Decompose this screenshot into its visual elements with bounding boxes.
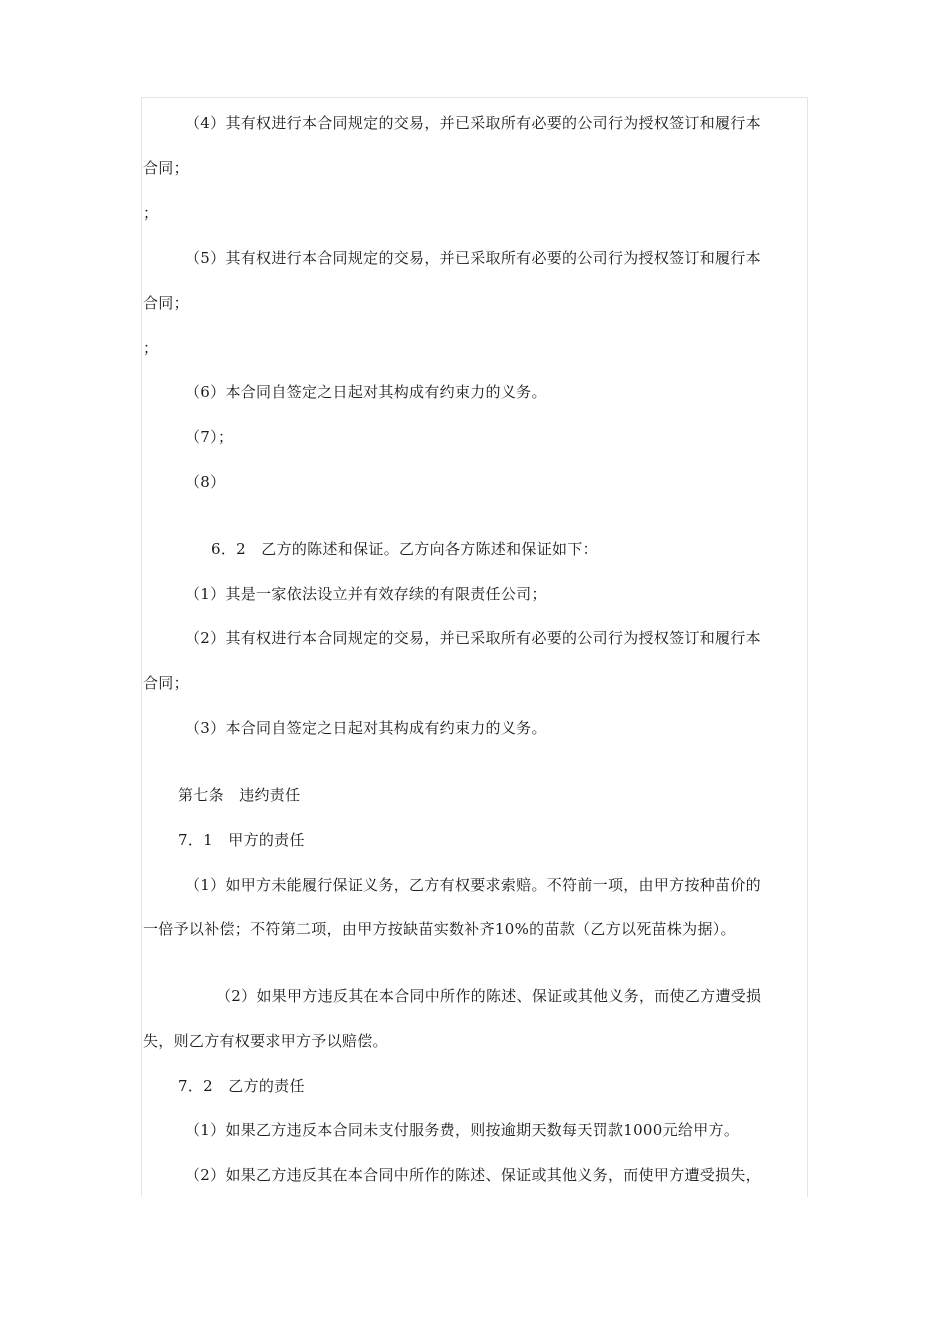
clause-6-1-item-4: （4）其有权进行本合同规定的交易，并已采取所有必要的公司行为授权签订和履行本 (185, 114, 761, 132)
clause-6-2-item-2: （2）其有权进行本合同规定的交易，并已采取所有必要的公司行为授权签订和履行本 (185, 629, 761, 647)
semicolon-line: ； (143, 204, 159, 222)
section-6-2-heading: 6．2 乙方的陈述和保证。乙方向各方陈述和保证如下： (211, 540, 598, 558)
clause-6-1-item-6: （6）本合同自签定之日起对其构成有约束力的义务。 (185, 383, 547, 401)
clause-6-1-item-5: （5）其有权进行本合同规定的交易，并已采取所有必要的公司行为授权签订和履行本 (185, 249, 761, 267)
clause-6-2-item-1: （1）其是一家依法设立并有效存续的有限责任公司； (185, 585, 547, 603)
semicolon-line: ； (143, 339, 159, 357)
clause-7-1-item-1-cont: 一倍予以补偿；不符第二项，由甲方按缺苗实数补齐10%的苗款（乙方以死苗株为据）。 (143, 920, 736, 938)
clause-7-1-item-2: （2）如果甲方违反其在本合同中所作的陈述、保证或其他义务，而使乙方遭受损 (216, 987, 762, 1005)
clause-6-1-item-8: （8） (185, 473, 226, 491)
section-7-1-heading: 7．1 甲方的责任 (178, 831, 305, 849)
clause-6-1-item-4-cont: 合同； (143, 159, 189, 177)
section-7-2-heading: 7．2 乙方的责任 (178, 1077, 305, 1095)
clause-7-2-item-2: （2）如果乙方违反其在本合同中所作的陈述、保证或其他义务，而使甲方遭受损失， (185, 1166, 761, 1184)
clause-6-2-item-3: （3）本合同自签定之日起对其构成有约束力的义务。 (185, 719, 547, 737)
clause-7-2-item-1: （1）如果乙方违反本合同未支付服务费，则按逾期天数每天罚款1000元给甲方。 (185, 1121, 740, 1139)
article-7-heading: 第七条 违约责任 (178, 786, 301, 804)
clause-7-1-item-1: （1）如甲方未能履行保证义务，乙方有权要求索赔。不符前一项，由甲方按种苗价的 (185, 876, 761, 894)
clause-6-2-item-2-cont: 合同； (143, 674, 189, 692)
clause-7-1-item-2-cont: 失，则乙方有权要求甲方予以赔偿。 (143, 1032, 388, 1050)
clause-6-1-item-5-cont: 合同； (143, 294, 189, 312)
clause-6-1-item-7: （7）； (185, 428, 234, 446)
